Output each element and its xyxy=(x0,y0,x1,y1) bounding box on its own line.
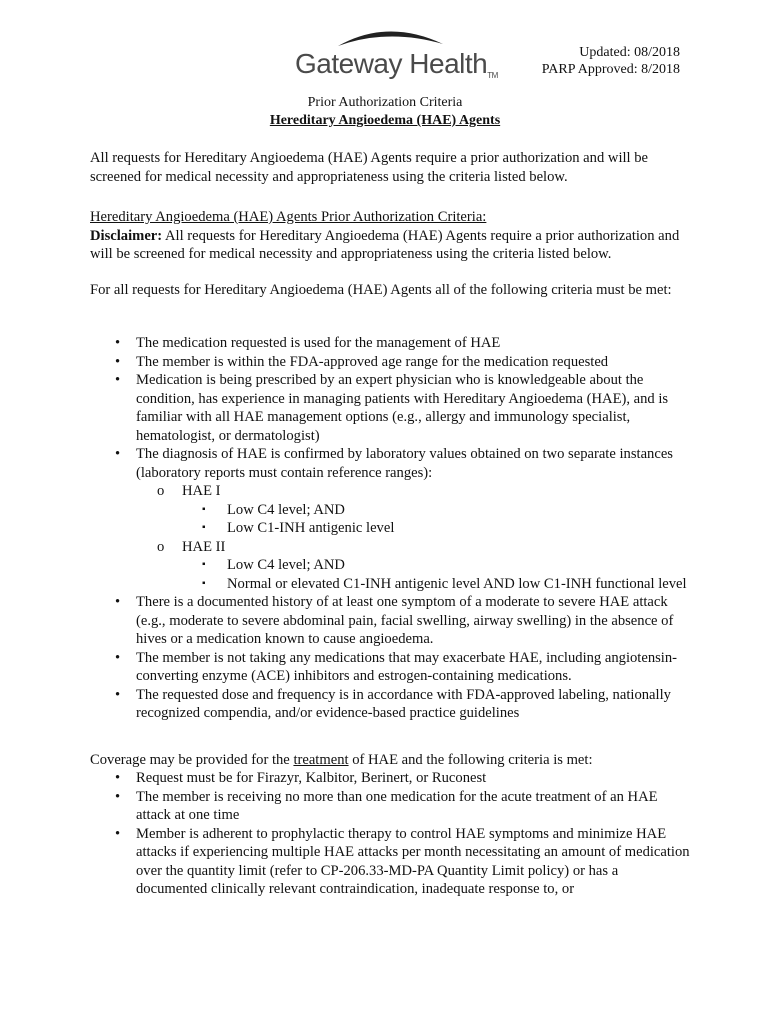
list-item xyxy=(90,334,690,353)
hae1-criteria-list xyxy=(182,501,690,538)
lab-criterion: ▪ Low C4 level; AND xyxy=(202,557,345,573)
coverage-paragraph: Coverage may be provided for the treatment of HAE and the following criteria is met: xyxy=(90,752,593,768)
list-item xyxy=(90,686,690,723)
bullet-icon: • xyxy=(115,335,121,351)
hae-type-item xyxy=(136,482,690,538)
bullet-icon: • xyxy=(115,372,121,388)
lab-criterion: ▪ Normal or elevated C1-INH antigenic level AND low C1-INH functional level xyxy=(202,575,687,592)
list-item-text: The medication requested is used for the management of HAE xyxy=(136,335,501,351)
list-item xyxy=(90,353,690,372)
list-item xyxy=(90,788,690,825)
parp-approved: PARP Approved: 8/2018 xyxy=(541,62,680,77)
list-item-text: The member is within the FDA-approved age range for the medication requested xyxy=(136,353,609,370)
bullet-icon: • xyxy=(115,788,121,805)
treatment-underlined: treatment xyxy=(293,752,349,768)
hae-type-list xyxy=(136,482,690,593)
list-item xyxy=(90,371,690,445)
hae2-label: HAE II xyxy=(182,538,226,555)
circle-bullet-icon: o xyxy=(157,538,165,555)
all-requests-paragraph: For all requests for Hereditary Angioedema (HAE) Agents all of the following criteria must be met: xyxy=(90,282,672,298)
list-item-text: Request must be for Firazyr, Kalbitor, Berinert, or Ruconest xyxy=(136,770,487,786)
coverage-list xyxy=(90,769,690,899)
intro-paragraph: All requests for Hereditary Angioedema (HAE) Agents require a prior authorization and will be screened for medical necessity and appropriateness using the criteria listed below. xyxy=(90,150,649,185)
bullet-icon: • xyxy=(115,686,121,703)
list-item xyxy=(90,649,690,686)
disclaimer-label: Disclaimer: xyxy=(90,227,163,244)
updated-date: Updated: 08/2018 xyxy=(579,45,680,60)
logo-trademark: TM xyxy=(487,71,498,80)
square-bullet-icon: ▪ xyxy=(202,522,206,533)
criteria-list xyxy=(90,334,690,723)
hae1-label: HAE I xyxy=(182,483,221,499)
logo-wordmark: Gateway HealthTM xyxy=(295,48,498,80)
list-item-text: The member is receiving no more than one medication for the acute treatment of an HAE attack at one time xyxy=(136,788,658,823)
bullet-icon: • xyxy=(115,353,121,370)
bullet-icon: • xyxy=(115,446,121,462)
hae2-criteria-list xyxy=(182,556,690,593)
lab-criterion: ▪ Low C4 level; AND xyxy=(202,501,345,518)
square-bullet-icon: ▪ xyxy=(202,577,206,589)
update-info xyxy=(542,44,680,78)
list-item-text: There is a documented history of at least one symptom of a moderate to severe HAE attack (e.g., moderate to severe abdominal pain, facial swelling, airway swelling) in the absence of hives or a medication known to cause angioedema. xyxy=(136,594,674,647)
list-item-text: Member is adherent to prophylactic therapy to control HAE symptoms and minimize HAE attacks if experiencing multiple HAE attacks per month necessitating an amount of medication over the quantity limit (refer to CP-206.33-MD-PA Quantity Limit policy) or has a documented clinically relevant contraindication, inadequate response to, or xyxy=(136,825,690,897)
hae-type-item xyxy=(136,538,690,594)
criteria-heading: Hereditary Angioedema (HAE) Agents Prior Authorization Criteria: xyxy=(90,209,487,225)
gateway-health-logo xyxy=(293,24,498,80)
square-bullet-icon: ▪ xyxy=(202,559,206,570)
circle-bullet-icon: o xyxy=(157,483,165,499)
list-item xyxy=(90,593,690,649)
list-item-text: Medication is being prescribed by an expert physician who is knowledgeable about the condition, has experience in managing patients with Hereditary Angioedema (HAE), and is familiar with all HAE management options (e.g., allergy and immunology specialist, hematologist, or dermatologist) xyxy=(136,372,669,444)
list-item-text: The diagnosis of HAE is confirmed by laboratory values obtained on two separate instances (laboratory reports must contain reference ranges): xyxy=(136,446,673,481)
page-subtitle: Hereditary Angioedema (HAE) Agents xyxy=(269,113,501,128)
criteria-section xyxy=(90,208,690,264)
disclaimer-text: All requests for Hereditary Angioedema (HAE) Agents require a prior authorization and will be screened for medical necessity and appropriateness using the criteria listed below. xyxy=(90,227,680,262)
bullet-icon: • xyxy=(115,649,121,666)
list-item xyxy=(90,769,690,788)
page-title: Prior Authorization Criteria xyxy=(307,95,463,110)
list-item-text: The requested dose and frequency is in accordance with FDA-approved labeling, nationally recognized compendia, and/or evidence-based practice guidelines xyxy=(136,686,671,721)
list-item-text: The member is not taking any medications that may exacerbate HAE, including angiotensin-converting enzyme (ACE) inhibitors and estrogen-containing medications. xyxy=(136,649,678,684)
square-bullet-icon: ▪ xyxy=(202,503,206,515)
bullet-icon: • xyxy=(115,594,121,610)
bullet-icon: • xyxy=(115,770,121,786)
list-item xyxy=(90,825,690,899)
lab-criterion: ▪ Low C1-INH antigenic level xyxy=(202,520,395,536)
list-item xyxy=(90,445,690,593)
bullet-icon: • xyxy=(115,825,121,842)
